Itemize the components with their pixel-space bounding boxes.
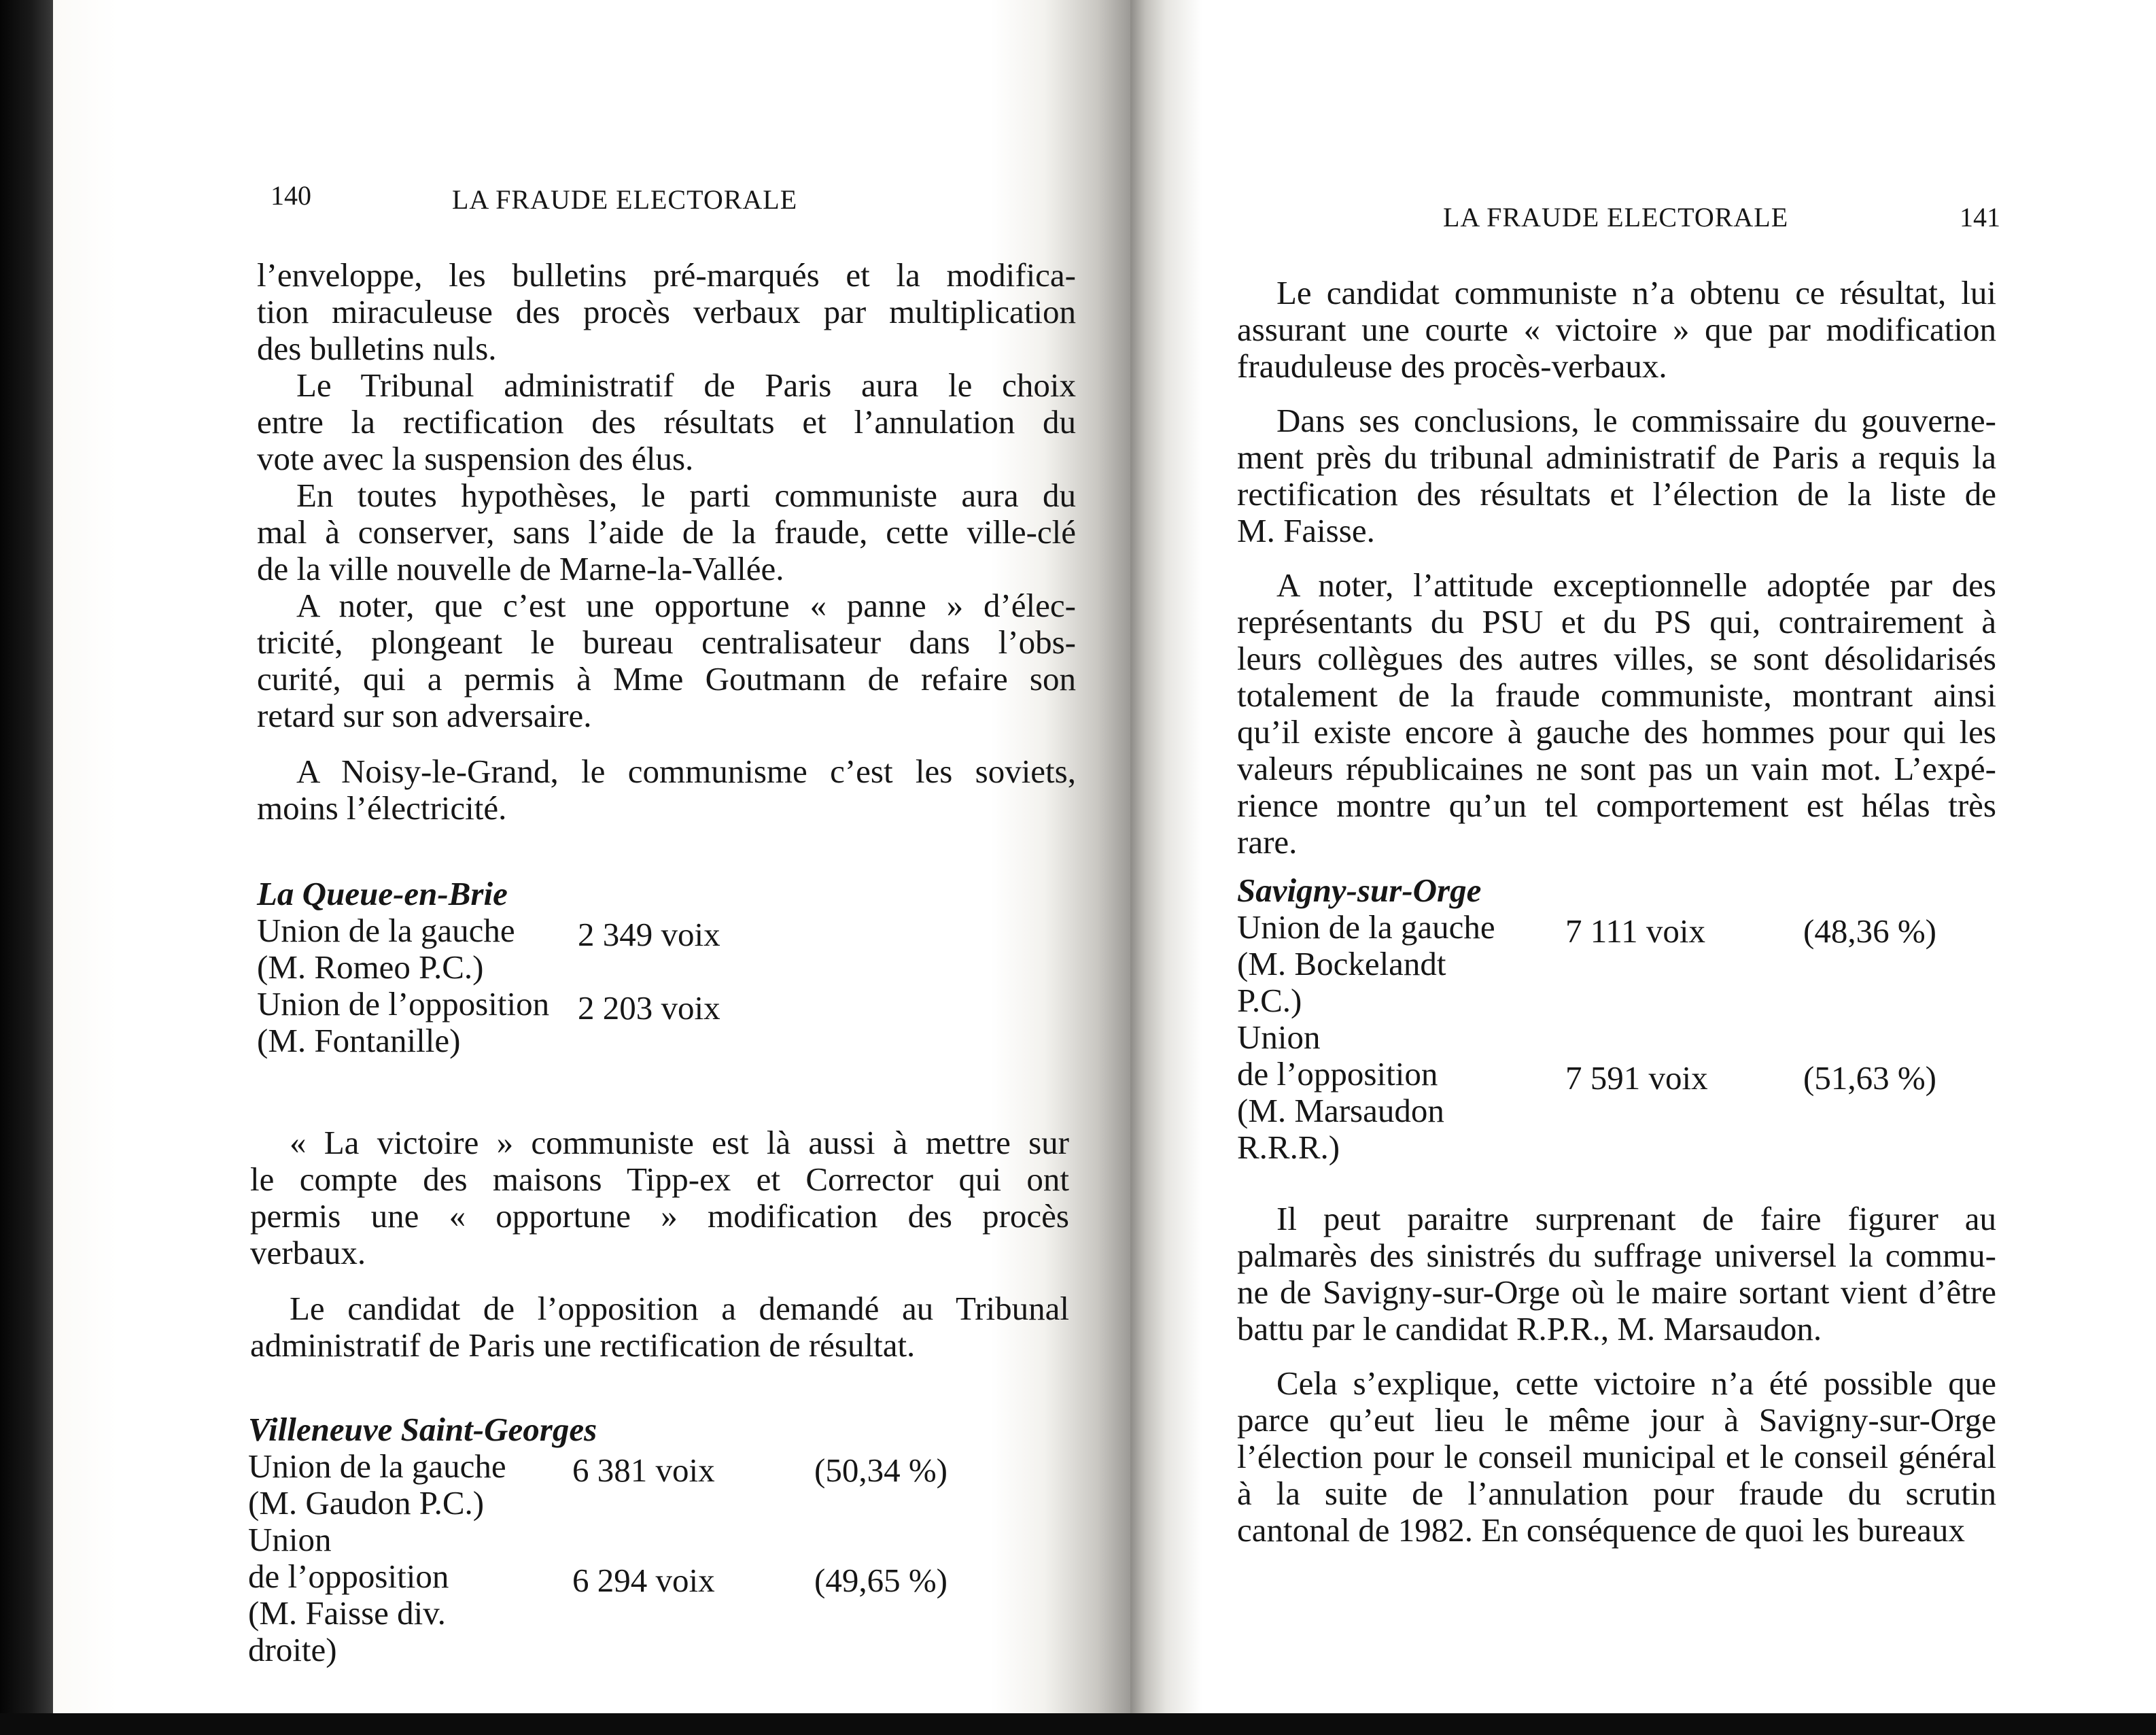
text-line: A noter, l’attitude exceptionnelle adoptée par des: [1276, 566, 1996, 604]
list-label: P.C.): [1237, 982, 1302, 1019]
list-label: Union: [1237, 1018, 1321, 1056]
result-row: [257, 912, 1076, 953]
list-label: (M. Faisse div.: [248, 1594, 446, 1632]
list-label: (M. Gaudon P.C.): [248, 1484, 485, 1522]
paragraph: [257, 477, 1076, 587]
text-line: rare.: [1237, 823, 1298, 861]
text-line: rectification des résultats et l’élection de la liste de: [1237, 475, 1996, 513]
text-line: cantonal de 1982. En conséquence de quoi les bureaux: [1237, 1511, 1965, 1549]
right-page: [1130, 0, 2156, 1713]
text-line: moins l’électricité.: [257, 789, 507, 827]
results-table: [1237, 909, 1996, 1166]
vote-count: 7 591 voix: [1565, 1059, 1708, 1097]
vote-percentage: (49,65 %): [814, 1562, 947, 1599]
list-label: R.R.R.): [1237, 1129, 1340, 1166]
list-label: (M. Romeo P.C.): [257, 948, 484, 986]
result-row: [1237, 1019, 1996, 1056]
text-line: permis une « opportune » modification des procès: [250, 1197, 1069, 1235]
text-line: Le candidat communiste n’a obtenu ce résultat, lui: [1276, 274, 1996, 311]
right-text-top: [1237, 275, 1996, 861]
paragraph: [1237, 1365, 1996, 1549]
text-line: à la suite de l’annulation pour fraude du scrutin: [1237, 1475, 1996, 1512]
text-line: curité, qui a permis à Mme Goutmann de refaire son: [257, 660, 1076, 698]
text-line: Dans ses conclusions, le commissaire du gouverne-: [1276, 402, 1996, 439]
section-title: Savigny-sur-Orge: [1237, 872, 1482, 909]
text-line: vote avec la suspension des élus.: [257, 440, 694, 477]
paragraph: [257, 753, 1076, 827]
text-line: l’élection pour le conseil municipal et le conseil général: [1237, 1438, 1996, 1475]
list-label: Union de la gauche: [1237, 908, 1495, 946]
page-number-left: 140: [271, 180, 311, 211]
paragraph: [257, 587, 1076, 734]
list-label: de l’opposition: [248, 1558, 449, 1595]
vote-percentage: (50,34 %): [814, 1451, 947, 1489]
scan-edge-bottom: [0, 1713, 2156, 1735]
running-head-left: LA FRAUDE ELECTORALE: [452, 184, 798, 215]
text-line: représentants du PSU et du PS qui, contrairement à: [1237, 603, 1996, 640]
text-line: « La victoire » communiste est là aussi à mettre sur: [290, 1124, 1069, 1161]
text-line: rience montre qu’un tel comportement est hélas très: [1237, 787, 1996, 824]
result-row: [257, 985, 1076, 1027]
vote-count: 2 349 voix: [578, 916, 720, 953]
result-row: [248, 1595, 1067, 1632]
text-line: de la ville nouvelle de Marne-la-Vallée.: [257, 550, 784, 587]
text-line: ment près du tribunal administratif de Paris a requis la: [1237, 439, 1996, 476]
results-table: [248, 1448, 1067, 1668]
text-line: qu’il existe encore à gauche des hommes pour qui les: [1237, 713, 1996, 751]
list-label: (M. Marsaudon: [1237, 1092, 1444, 1129]
result-row: [1237, 1093, 1996, 1129]
result-row: [1237, 908, 1996, 950]
text-line: Le Tribunal administratif de Paris aura le choix: [296, 366, 1076, 404]
results-table: [257, 912, 1076, 1059]
section-villeneuve: [248, 1411, 1067, 1668]
result-row: [248, 1447, 1067, 1489]
result-row: [257, 1023, 1076, 1059]
vote-count: 6 381 voix: [572, 1451, 715, 1489]
text-line: A noter, que c’est une opportune « panne » d’élec-: [296, 587, 1076, 624]
paragraph: [1237, 402, 1996, 549]
result-row: [248, 1632, 1067, 1668]
list-label: (M. Bockelandt: [1237, 945, 1446, 982]
left-page: [53, 0, 1130, 1713]
text-line: des bulletins nuls.: [257, 330, 497, 367]
text-line: valeurs républicaines ne sont pas un vain mot. L’expé-: [1237, 750, 1996, 787]
page-number-right: 141: [1960, 202, 2000, 233]
paragraph: [257, 367, 1076, 477]
text-line: M. Faisse.: [1237, 512, 1375, 549]
vote-count: 2 203 voix: [578, 989, 720, 1027]
paragraph: [250, 1290, 1069, 1364]
left-text-mid: [250, 1124, 1069, 1364]
list-label: (M. Fontanille): [257, 1022, 461, 1059]
vote-count: 6 294 voix: [572, 1562, 715, 1599]
text-line: tion miraculeuse des procès verbaux par multiplication: [257, 293, 1076, 330]
result-row: [248, 1522, 1067, 1558]
running-head-right: LA FRAUDE ELECTORALE: [1443, 202, 1789, 233]
text-line: parce qu’eut lieu le même jour à Savigny-sur-Orge: [1237, 1401, 1996, 1439]
result-row: [1237, 946, 1996, 982]
vote-percentage: (48,36 %): [1803, 912, 1936, 950]
list-label: de l’opposition: [1237, 1055, 1438, 1093]
result-row: [1237, 1055, 1996, 1097]
text-line: retard sur son adversaire.: [257, 697, 592, 734]
paragraph: [1237, 567, 1996, 861]
text-line: Il peut paraitre surprenant de faire figurer au: [1276, 1200, 1996, 1237]
section-title: Villeneuve Saint-Georges: [248, 1411, 597, 1448]
text-line: le compte des maisons Tipp-ex et Corrector qui ont: [250, 1161, 1069, 1198]
text-line: entre la rectification des résultats et l’annulation du: [257, 403, 1076, 441]
result-row: [257, 949, 1076, 986]
left-text-top: [257, 257, 1076, 827]
result-row: [248, 1558, 1067, 1599]
text-line: frauduleuse des procès-verbaux.: [1237, 347, 1667, 385]
list-label: Union: [248, 1521, 332, 1558]
section-queue-en-brie: [257, 876, 1076, 1059]
paragraph: [257, 257, 1076, 367]
text-line: ne de Savigny-sur-Orge où le maire sortant vient d’être: [1237, 1273, 1996, 1311]
text-line: A Noisy-le-Grand, le communisme c’est les soviets,: [296, 753, 1076, 790]
text-line: totalement de la fraude communiste, montrant ainsi: [1237, 676, 1996, 714]
list-label: Union de l’opposition: [257, 985, 550, 1023]
text-line: Le candidat de l’opposition a demandé au Tribunal: [290, 1290, 1069, 1327]
text-line: l’enveloppe, les bulletins pré-marqués et la modifica-: [257, 256, 1076, 294]
text-line: mal à conserver, sans l’aide de la fraude, cette ville-clé: [257, 513, 1076, 551]
text-line: battu par le candidat R.P.R., M. Marsaudon.: [1237, 1310, 1822, 1347]
result-row: [1237, 982, 1996, 1019]
paragraph: [1237, 1201, 1996, 1347]
list-label: droite): [248, 1631, 337, 1668]
text-line: assurant une courte « victoire » que par modification: [1237, 311, 1996, 348]
text-line: En toutes hypothèses, le parti communiste aura du: [296, 477, 1076, 514]
scan-edge-left: [0, 0, 53, 1735]
paragraph: [250, 1124, 1069, 1271]
section-title: La Queue-en-Brie: [257, 875, 508, 912]
paragraph: [1237, 275, 1996, 385]
section-savigny: [1237, 872, 1996, 1166]
text-line: palmarès des sinistrés du suffrage universel la commu-: [1237, 1237, 1996, 1274]
result-row: [248, 1485, 1067, 1522]
list-label: Union de la gauche: [257, 912, 515, 949]
list-label: Union de la gauche: [248, 1447, 506, 1485]
text-line: verbaux.: [250, 1234, 366, 1271]
text-line: administratif de Paris une rectification de résultat.: [250, 1326, 916, 1364]
right-text-bottom: [1237, 1201, 1996, 1549]
text-line: tricité, plongeant le bureau centralisateur dans l’obs-: [257, 623, 1076, 661]
result-row: [1237, 1129, 1996, 1166]
vote-count: 7 111 voix: [1565, 912, 1705, 950]
text-line: Cela s’explique, cette victoire n’a été possible que: [1276, 1364, 1996, 1402]
text-line: leurs collègues des autres villes, se sont désolidarisés: [1237, 640, 1996, 677]
vote-percentage: (51,63 %): [1803, 1059, 1936, 1097]
